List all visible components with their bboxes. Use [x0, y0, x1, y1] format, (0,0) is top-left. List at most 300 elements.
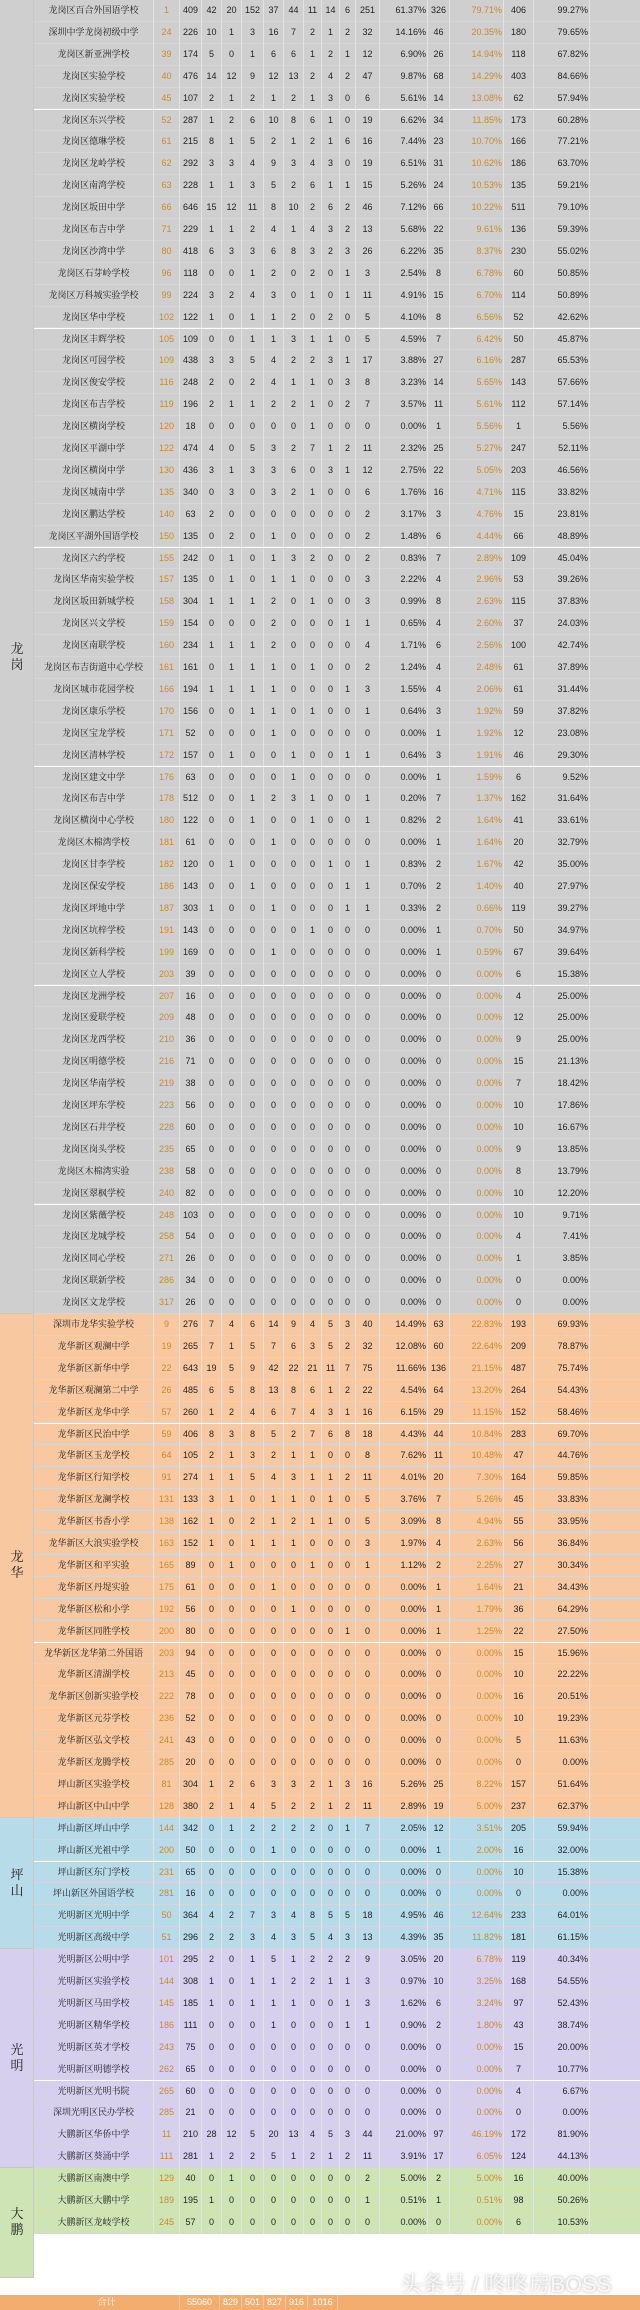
school-name: 坪山新区外国语学校: [34, 1883, 154, 1905]
table-row: [34, 1774, 640, 1796]
cell-p2: 3.24%: [450, 1993, 504, 2015]
cell-c5: 1: [264, 1840, 284, 1862]
cell-c1: 135: [180, 569, 202, 591]
cell-p3: 69.70%: [534, 1424, 590, 1446]
cell-c8: 1: [322, 329, 340, 351]
table-row: [34, 1226, 640, 1248]
cell-c4: 9: [242, 66, 264, 88]
cell-c10: 0: [356, 1862, 380, 1884]
school-name: 龙华新区松和小学: [34, 1599, 154, 1621]
cell-c11: 12: [428, 1818, 450, 1840]
cell-c6: 44: [284, 0, 304, 22]
cell-c7: 0: [304, 1840, 322, 1862]
cell-c12: 10: [504, 1183, 534, 1205]
cell-c11: 6: [428, 1993, 450, 2015]
cell-p1: 0.00%: [380, 2212, 428, 2234]
cell-c9: 0: [340, 2081, 356, 2103]
cell-c7: 8: [304, 1905, 322, 1927]
cell-c9: 2: [340, 66, 356, 88]
cell-p3: 33.82%: [534, 482, 590, 504]
cell-c7: 11: [304, 0, 322, 22]
cell-c8: 0: [322, 1051, 340, 1073]
cell-c1: 43: [180, 1730, 202, 1752]
cell-c5: 2: [264, 613, 284, 635]
cell-p1: 0.00%: [380, 1730, 428, 1752]
cell-c8: 0: [322, 767, 340, 789]
cell-c7: 0: [304, 1862, 322, 1884]
cell-c5: 2: [264, 591, 284, 613]
cell-c6: 0: [284, 504, 304, 526]
cell-c8: 0: [322, 2015, 340, 2037]
cell-c7: 7: [304, 1424, 322, 1446]
cell-c10: 0: [356, 1161, 380, 1183]
cell-c12: 15: [504, 2037, 534, 2059]
cell-p2: 2.25%: [450, 1555, 504, 1577]
cell-p1: 2.54%: [380, 263, 428, 285]
region-cell: [0, 1314, 34, 1818]
cell-c11: 27: [428, 350, 450, 372]
table-row: [34, 1862, 640, 1884]
cell-c2: 1: [202, 1402, 222, 1424]
cell-c8: 14: [322, 0, 340, 22]
cell-c12: 10: [504, 1117, 534, 1139]
cell-c4: 0: [242, 1007, 264, 1029]
cell-p1: 3.57%: [380, 394, 428, 416]
cell-c8: 1: [322, 1796, 340, 1818]
cell-c3: 2: [222, 285, 242, 307]
cell-c11: 8: [428, 591, 450, 613]
cell-c12: 247: [504, 438, 534, 460]
cell-c11: 14: [428, 88, 450, 110]
cell-p1: 1.62%: [380, 1993, 428, 2015]
cell-c8: 0: [322, 1205, 340, 1227]
school-name: 龙岗区康乐学校: [34, 701, 154, 723]
school-rank: 285: [154, 1752, 180, 1774]
cell-c1: 418: [180, 241, 202, 263]
table-row: [34, 66, 640, 88]
cell-p3: 67.82%: [534, 44, 590, 66]
cell-c6: 0: [284, 1248, 304, 1270]
table-row: [34, 1621, 640, 1643]
cell-c5: 1: [264, 679, 284, 701]
cell-c2: 8: [202, 131, 222, 153]
cell-c9: 1: [340, 876, 356, 898]
cell-c6: 0: [284, 263, 304, 285]
cell-c5: 5: [264, 1796, 284, 1818]
cell-c6: 0: [284, 2102, 304, 2124]
cell-c3: 0: [222, 986, 242, 1008]
cell-c1: 265: [180, 1336, 202, 1358]
school-name: 龙岗区百合外国语学校: [34, 0, 154, 22]
cell-p2: 20.35%: [450, 22, 504, 44]
cell-p3: 45.87%: [534, 329, 590, 351]
cell-c10: 18: [356, 1424, 380, 1446]
cell-c10: 18: [356, 1905, 380, 1927]
school-rank: 62: [154, 153, 180, 175]
cell-c8: 5: [322, 1905, 340, 1927]
cell-c5: 2: [264, 635, 284, 657]
cell-p1: 0.00%: [380, 1161, 428, 1183]
cell-c10: 1: [356, 788, 380, 810]
cell-c8: 0: [322, 372, 340, 394]
cell-p3: 18.42%: [534, 1073, 590, 1095]
table-row: [34, 1358, 640, 1380]
cell-p3: 24.03%: [534, 613, 590, 635]
cell-c5: 10: [264, 110, 284, 132]
cell-c7: 1: [304, 394, 322, 416]
cell-c11: 7: [428, 1489, 450, 1511]
cell-p3: 22.22%: [534, 1664, 590, 1686]
cell-c3: 0: [222, 263, 242, 285]
cell-c8: 0: [322, 1621, 340, 1643]
cell-p3: 20.00%: [534, 2037, 590, 2059]
cell-c8: 4: [322, 1927, 340, 1949]
cell-c12: 12: [504, 1007, 534, 1029]
cell-c5: 1: [264, 329, 284, 351]
cell-p2: 9.61%: [450, 219, 504, 241]
cell-c8: 0: [322, 548, 340, 570]
cell-c10: 3: [356, 591, 380, 613]
cell-c9: 1: [340, 679, 356, 701]
total-c2: 829: [220, 2295, 242, 2309]
school-name: 龙岗区坂田新城学校: [34, 591, 154, 613]
cell-c8: 0: [322, 635, 340, 657]
cell-c10: 3: [356, 679, 380, 701]
cell-c1: 50: [180, 1840, 202, 1862]
cell-c10: 0: [356, 1840, 380, 1862]
cell-p3: 64.01%: [534, 1905, 590, 1927]
cell-c2: 0: [202, 329, 222, 351]
cell-c4: 1: [242, 1533, 264, 1555]
cell-c12: 0: [504, 1883, 534, 1905]
school-name: 龙华新区龙华中学: [34, 1402, 154, 1424]
cell-c9: 0: [340, 2102, 356, 2124]
cell-c12: 9: [504, 1139, 534, 1161]
cell-c11: 1: [428, 1840, 450, 1862]
cell-p2: 1.37%: [450, 788, 504, 810]
cell-c4: 1: [242, 1993, 264, 2015]
cell-c10: 0: [356, 1117, 380, 1139]
cell-p1: 4.10%: [380, 307, 428, 329]
cell-c5: 0: [264, 1007, 284, 1029]
cell-p1: 0.82%: [380, 810, 428, 832]
cell-c6: 0: [284, 2015, 304, 2037]
cell-c1: 436: [180, 460, 202, 482]
school-rank: 57: [154, 1402, 180, 1424]
table-row: [34, 1577, 640, 1599]
cell-c2: 0: [202, 920, 222, 942]
cell-c2: 0: [202, 2015, 222, 2037]
cell-c6: 0: [284, 1183, 304, 1205]
school-rank: 81: [154, 1774, 180, 1796]
cell-c2: 1: [202, 679, 222, 701]
cell-c11: 23: [428, 131, 450, 153]
table-row: [34, 1467, 640, 1489]
cell-p1: 1.97%: [380, 1533, 428, 1555]
cell-c7: 2: [304, 263, 322, 285]
cell-p1: 3.91%: [380, 2146, 428, 2168]
cell-c10: 0: [356, 1621, 380, 1643]
school-name: 坪山新区中山中学: [34, 1796, 154, 1818]
cell-p2: 2.06%: [450, 679, 504, 701]
cell-c4: 1: [242, 1949, 264, 1971]
cell-p2: 1.80%: [450, 2015, 504, 2037]
cell-c6: 0: [284, 1643, 304, 1665]
cell-c4: 1: [242, 591, 264, 613]
cell-c1: 296: [180, 1927, 202, 1949]
cell-c3: 0: [222, 2059, 242, 2081]
table-row: [34, 1095, 640, 1117]
school-name: 龙岗区鹏达学校: [34, 504, 154, 526]
cell-c8: 0: [322, 591, 340, 613]
cell-c10: 0: [356, 920, 380, 942]
school-name: 龙岗区城南中学: [34, 482, 154, 504]
cell-c11: 0: [428, 2102, 450, 2124]
cell-p1: 0.00%: [380, 1205, 428, 1227]
cell-c3: 3: [222, 482, 242, 504]
cell-c3: 1: [222, 219, 242, 241]
cell-c7: 2: [304, 22, 322, 44]
cell-c8: 2: [322, 307, 340, 329]
school-name: 龙岗区华中学校: [34, 307, 154, 329]
cell-c11: 0: [428, 1883, 450, 1905]
cell-c10: 7: [356, 1818, 380, 1840]
school-rank: 144: [154, 1818, 180, 1840]
school-rank: 61: [154, 131, 180, 153]
cell-c10: 0: [356, 1686, 380, 1708]
cell-c8: 0: [322, 942, 340, 964]
cell-c4: 0: [242, 1730, 264, 1752]
cell-c3: 0: [222, 1292, 242, 1314]
cell-c9: 0: [340, 526, 356, 548]
table-row: [34, 1993, 640, 2015]
cell-c12: 6: [504, 2212, 534, 2234]
school-name: 龙华新区清湖学校: [34, 1664, 154, 1686]
cell-c2: 0: [202, 569, 222, 591]
school-rank: 213: [154, 1664, 180, 1686]
cell-c2: 2: [202, 1445, 222, 1467]
cell-c9: 1: [340, 285, 356, 307]
cell-p3: 32.00%: [534, 1840, 590, 1862]
cell-p1: 0.83%: [380, 854, 428, 876]
cell-c6: 2: [284, 307, 304, 329]
cell-c6: 0: [284, 526, 304, 548]
cell-p3: 45.04%: [534, 548, 590, 570]
cell-c12: 52: [504, 307, 534, 329]
cell-p3: 27.97%: [534, 876, 590, 898]
cell-c9: 0: [340, 153, 356, 175]
cell-c8: 0: [322, 416, 340, 438]
school-name: 光明新区光明中学: [34, 1905, 154, 1927]
cell-c3: 0: [222, 2037, 242, 2059]
cell-c9: 1: [340, 1971, 356, 1993]
cell-p3: 6.67%: [534, 2081, 590, 2103]
school-rank: 222: [154, 1686, 180, 1708]
cell-c3: 1: [222, 131, 242, 153]
table-row: [34, 1314, 640, 1336]
cell-c8: 0: [322, 920, 340, 942]
cell-c2: 0: [202, 1029, 222, 1051]
cell-c8: 6: [322, 197, 340, 219]
cell-c4: 0: [242, 2081, 264, 2103]
cell-c10: 0: [356, 1577, 380, 1599]
cell-c9: 0: [340, 110, 356, 132]
cell-p1: 0.65%: [380, 613, 428, 635]
school-rank: 219: [154, 1073, 180, 1095]
school-name: 坪山新区光祖中学: [34, 1840, 154, 1862]
cell-p3: 37.83%: [534, 591, 590, 613]
cell-p1: 6.15%: [380, 1402, 428, 1424]
school-rank: 180: [154, 810, 180, 832]
table-row: [34, 1183, 640, 1205]
cell-c1: 107: [180, 88, 202, 110]
cell-p2: 10.22%: [450, 197, 504, 219]
cell-p3: 64.29%: [534, 1599, 590, 1621]
cell-c11: 2: [428, 2168, 450, 2190]
cell-c1: 65: [180, 1139, 202, 1161]
cell-c1: 103: [180, 1205, 202, 1227]
cell-c2: 0: [202, 2059, 222, 2081]
cell-c2: 0: [202, 1095, 222, 1117]
cell-p3: 10.77%: [534, 2059, 590, 2081]
cell-c11: 0: [428, 1161, 450, 1183]
cell-p3: 34.43%: [534, 1577, 590, 1599]
cell-c5: 5: [264, 1949, 284, 1971]
cell-c12: 10: [504, 1664, 534, 1686]
cell-c11: 0: [428, 1708, 450, 1730]
school-rank: 192: [154, 1599, 180, 1621]
cell-c1: 18: [180, 416, 202, 438]
cell-c9: 1: [340, 1621, 356, 1643]
cell-c11: 0: [428, 1270, 450, 1292]
cell-c6: 0: [284, 1686, 304, 1708]
cell-c7: 4: [304, 219, 322, 241]
cell-c1: 196: [180, 394, 202, 416]
cell-c2: 2: [202, 1927, 222, 1949]
cell-c6: 8: [284, 1380, 304, 1402]
cell-c5: 3: [264, 1905, 284, 1927]
cell-p3: 39.27%: [534, 898, 590, 920]
cell-c12: 0: [504, 2102, 534, 2124]
cell-c5: 5: [264, 1424, 284, 1446]
cell-p2: 6.42%: [450, 329, 504, 351]
cell-c9: 0: [340, 964, 356, 986]
cell-c7: 1: [304, 591, 322, 613]
cell-c4: 3: [242, 1927, 264, 1949]
cell-c9: 0: [340, 1270, 356, 1292]
table-row: [34, 307, 640, 329]
cell-c1: 111: [180, 2015, 202, 2037]
cell-c12: 186: [504, 153, 534, 175]
cell-p2: 0.00%: [450, 2212, 504, 2234]
cell-c10: 4: [356, 635, 380, 657]
cell-p3: 79.65%: [534, 22, 590, 44]
cell-p2: 0.00%: [450, 1862, 504, 1884]
cell-c7: 0: [304, 898, 322, 920]
cell-c9: 0: [340, 88, 356, 110]
cell-c1: 281: [180, 2146, 202, 2168]
cell-c10: 1: [356, 745, 380, 767]
cell-c10: 5: [356, 1511, 380, 1533]
cell-p3: 52.43%: [534, 1993, 590, 2015]
cell-c1: 304: [180, 591, 202, 613]
table-row: [34, 372, 640, 394]
cell-c12: 10: [504, 1862, 534, 1884]
table-row: [34, 1555, 640, 1577]
cell-c8: 3: [322, 1402, 340, 1424]
cell-p2: 0.00%: [450, 1664, 504, 1686]
cell-c3: 0: [222, 898, 242, 920]
region-label: 龙 岗: [10, 640, 24, 672]
cell-c12: 230: [504, 241, 534, 263]
cell-c8: 0: [322, 1073, 340, 1095]
cell-c9: 0: [340, 1599, 356, 1621]
school-name: 龙岗区甘李学校: [34, 854, 154, 876]
cell-c4: 5: [242, 131, 264, 153]
cell-p2: 0.00%: [450, 2081, 504, 2103]
cell-c6: 0: [284, 1708, 304, 1730]
cell-c11: 26: [428, 44, 450, 66]
cell-c3: 1: [222, 569, 242, 591]
cell-c10: 19: [356, 153, 380, 175]
cell-c2: 0: [202, 767, 222, 789]
cell-c3: 1: [222, 394, 242, 416]
cell-c2: 0: [202, 482, 222, 504]
cell-c1: 26: [180, 1248, 202, 1270]
cell-c4: 0: [242, 416, 264, 438]
cell-c3: 1: [222, 175, 242, 197]
cell-c3: 0: [222, 2081, 242, 2103]
cell-c7: 0: [304, 1621, 322, 1643]
cell-p1: 14.49%: [380, 1314, 428, 1336]
cell-p2: 0.00%: [450, 1708, 504, 1730]
table-row: [34, 1117, 640, 1139]
cell-p2: 5.27%: [450, 438, 504, 460]
school-name: 光明新区明德学校: [34, 2059, 154, 2081]
cell-p1: 0.00%: [380, 2037, 428, 2059]
cell-c3: 0: [222, 1621, 242, 1643]
cell-c6: 0: [284, 1752, 304, 1774]
school-name: 龙华新区新华中学: [34, 1358, 154, 1380]
cell-p2: 6.56%: [450, 307, 504, 329]
cell-c3: 3: [222, 350, 242, 372]
cell-c7: 0: [304, 2168, 322, 2190]
cell-p2: 5.00%: [450, 1796, 504, 1818]
cell-p2: 10.62%: [450, 153, 504, 175]
cell-p3: 44.13%: [534, 2146, 590, 2168]
cell-c3: 0: [222, 1708, 242, 1730]
cell-c7: 0: [304, 1139, 322, 1161]
table-row: [34, 2037, 640, 2059]
cell-p2: 2.63%: [450, 591, 504, 613]
cell-p1: 3.17%: [380, 504, 428, 526]
cell-c6: 1: [284, 131, 304, 153]
cell-c10: 0: [356, 1051, 380, 1073]
cell-p1: 0.64%: [380, 701, 428, 723]
cell-p3: 0.00%: [534, 1883, 590, 1905]
cell-c6: 2: [284, 1796, 304, 1818]
cell-c9: 2: [340, 1467, 356, 1489]
cell-c10: 0: [356, 1599, 380, 1621]
cell-c10: 3: [356, 1971, 380, 1993]
cell-p3: 65.53%: [534, 350, 590, 372]
table-row: [34, 2015, 640, 2037]
cell-c11: 24: [428, 175, 450, 197]
cell-c10: 2: [356, 526, 380, 548]
cell-c2: 3: [202, 1489, 222, 1511]
cell-p1: 0.00%: [380, 1752, 428, 1774]
cell-c6: 7: [284, 22, 304, 44]
